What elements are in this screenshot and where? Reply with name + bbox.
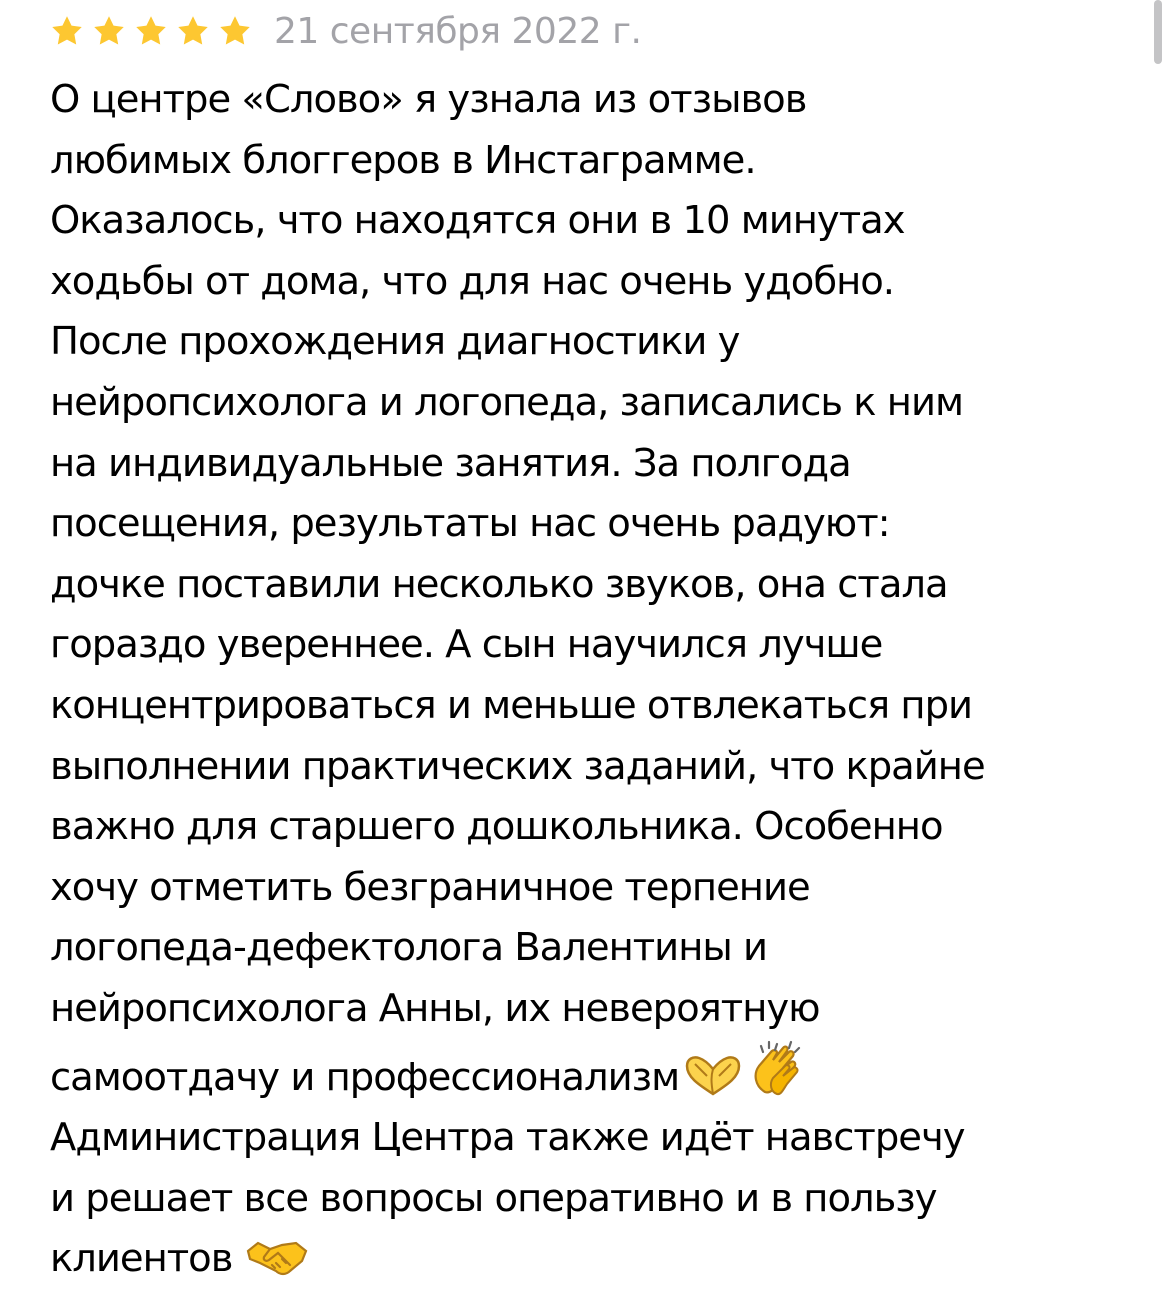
review-text-line: нейропсихолога и логопеда, записались к ним bbox=[50, 379, 964, 425]
star-icon bbox=[134, 14, 168, 48]
review-text-line: О центре «Слово» я узнала из отзывов bbox=[50, 77, 807, 122]
review-text-line: на индивидуальные занятия. За полгода bbox=[50, 440, 851, 486]
review-text-line-with-emoji bbox=[50, 1040, 1130, 1109]
star-icon bbox=[92, 14, 126, 48]
review-text-line: посещения, результаты нас очень радуют: bbox=[50, 501, 890, 547]
review-text-line: гораздо увереннее. А сын научился лучше bbox=[50, 622, 883, 668]
clapping-hands-icon bbox=[747, 1040, 805, 1098]
review-text-line: После прохождения диагностики у bbox=[50, 319, 740, 365]
review-text-line: и решает все вопросы оперативно и в пользу bbox=[50, 1175, 937, 1221]
review-text-line: концентрироваться и меньше отвлекаться при bbox=[50, 682, 973, 728]
handshake-icon bbox=[246, 1235, 308, 1279]
review-text-line-with-emoji bbox=[50, 1229, 1130, 1290]
review-text-line: Администрация Центра также идёт навстречу bbox=[50, 1115, 965, 1161]
star-icon bbox=[50, 14, 84, 48]
review-text-line: дочке поставили несколько звуков, она стала bbox=[50, 561, 948, 607]
review-text-line: логопеда-дефектолога Валентины и bbox=[50, 925, 768, 971]
heart-hands-icon bbox=[681, 1054, 745, 1098]
rating-stars bbox=[50, 14, 252, 48]
review-text-line: любимых блоггеров в Инстаграмме. bbox=[50, 137, 756, 183]
review-text-line: хочу отметить безграничное терпение bbox=[50, 864, 810, 910]
star-icon bbox=[176, 14, 210, 48]
scrollbar[interactable] bbox=[1154, 0, 1162, 64]
review-date: 21 сентября 2022 г. bbox=[274, 10, 642, 52]
review-text-fragment: клиентов bbox=[50, 1236, 244, 1282]
review-text-fragment: самоотдачу и профессионализм bbox=[50, 1054, 680, 1100]
review-text-line: выполнении практических заданий, что крайне bbox=[50, 743, 985, 789]
review-card bbox=[50, 0, 1130, 1290]
review-header bbox=[50, 0, 1130, 62]
star-icon bbox=[218, 14, 252, 48]
review-text-line: нейропсихолога Анны, их невероятную bbox=[50, 985, 820, 1031]
review-text bbox=[50, 70, 1130, 1290]
review-text-line: Оказалось, что находятся они в 10 минутах bbox=[50, 198, 905, 244]
review-text-line: ходьбы от дома, что для нас очень удобно. bbox=[50, 258, 895, 304]
review-text-line: важно для старшего дошкольника. Особенно bbox=[50, 804, 943, 850]
